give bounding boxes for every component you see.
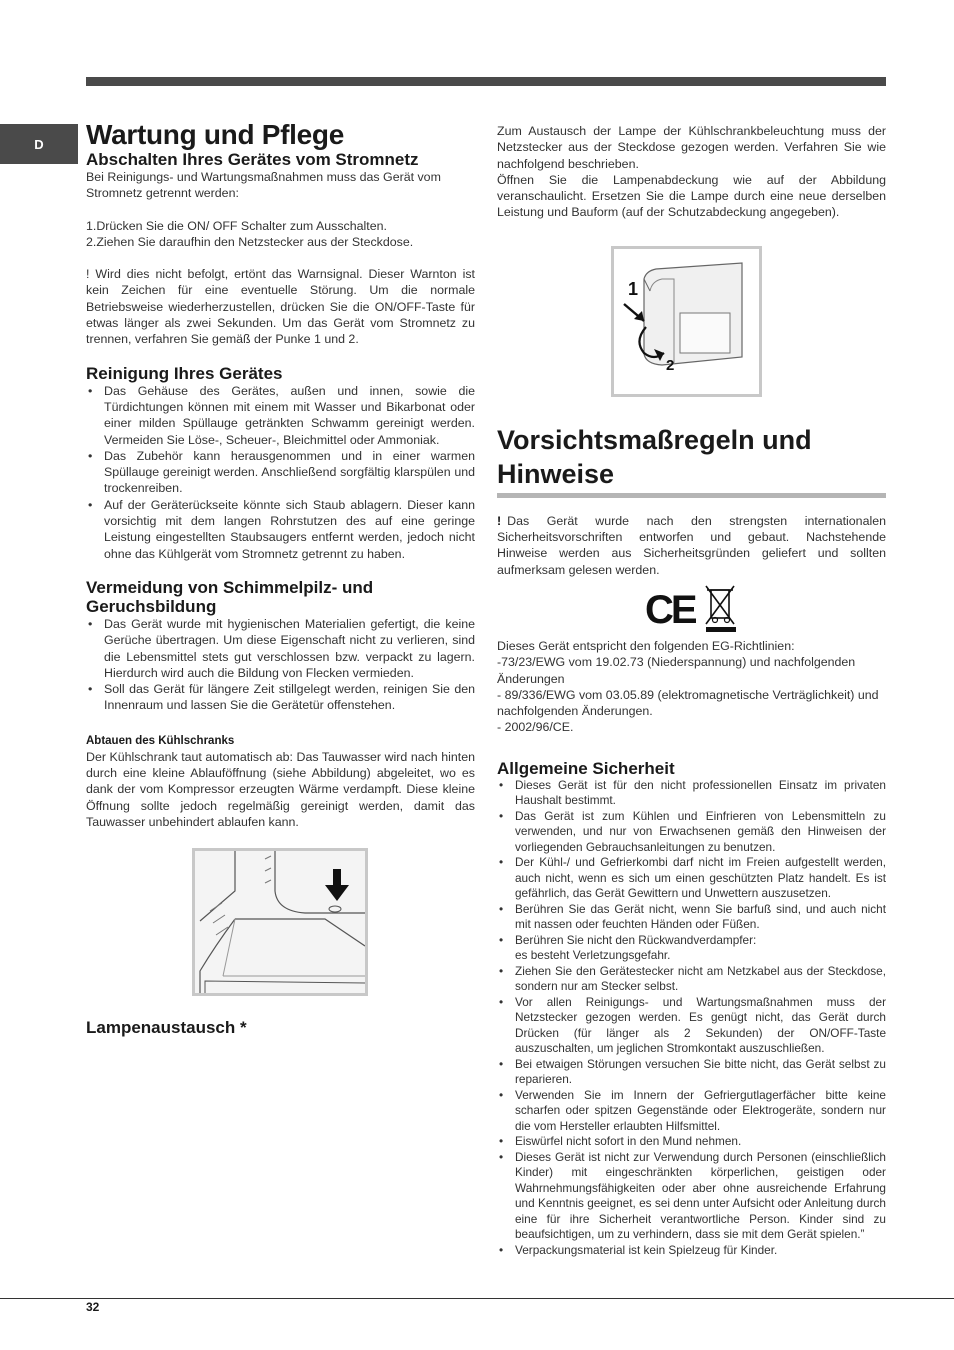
ce-weee-marks — [645, 584, 737, 632]
precautions-title — [497, 423, 886, 498]
lamp-heading: Lampenaustausch * — [86, 1018, 247, 1038]
list-item: • Das Gerät wurde mit hygienischen Materialien gefertigt, die keine Gerüche übertragen. Um diese Eigenschaft nicht zu verlieren, sind die Lebensmittel stets gut verschlossen bzw. verpackt zu lagern. Hierdurch wird auch die Bildung von Flecken vermieden. — [86, 616, 475, 681]
directive-line: -73/23/EWG vom 19.02.73 (Niederspannung) und nachfolgenden Änderungen — [497, 655, 856, 686]
disconnect-step-1: 1.Drücken Sie die ON/ OFF Schalter zum Ausschalten. — [86, 218, 387, 233]
precautions-title-line-1: Vorsichtsmaßregeln und — [497, 424, 812, 455]
figure-label-2: 2 — [666, 356, 675, 374]
defrost-illustration — [192, 848, 368, 996]
page-title: Wartung und Pflege — [86, 119, 344, 150]
list-item: • Soll das Gerät für längere Zeit stillgelegt werden, reinigen Sie den Innenraum und lassen Sie die Gerätetür offenstehen. — [86, 681, 475, 714]
page-number: 32 — [86, 1300, 100, 1314]
lamp-cover-drawing — [614, 249, 759, 394]
precautions-intro-text: Das Gerät wurde nach den strengsten internationalen Sicherheitsvorschriften entworfen und gebaut. Nachstehende Hinweise werden aus Sicherheitsgründen geliefert und sollten aufmerksam gelesen werden. — [497, 513, 886, 577]
disconnect-step-2: 2.Ziehen Sie daraufhin den Netzstecker aus der Steckdose. — [86, 234, 414, 249]
directive-line: - 2002/96/CE. — [497, 720, 574, 735]
list-item: • Das Gerät ist zum Kühlen und Einfrieren von Lebensmitteln zu verwenden, und nur von Erwachsenen gemäß den Hinweisen der vorliegenden Gebrauchsanleitungen zu benutzen. — [497, 809, 886, 856]
safety-heading: Allgemeine Sicherheit — [497, 758, 675, 778]
list-item: • Eiswürfel nicht sofort in den Mund nehmen. — [497, 1134, 886, 1150]
lamp-cover-illustration — [611, 246, 762, 397]
cleaning-heading: Reinigung Ihres Gerätes — [86, 363, 283, 383]
directive-line: - 89/336/EWG vom 03.05.89 (elektromagnetische Verträglichkeit) und nachfolgenden Änderungen. — [497, 687, 879, 719]
bottom-rule — [0, 1298, 954, 1299]
list-item: • Bei etwaigen Störungen versuchen Sie bitte nicht, das Gerät selbst zu reparieren. — [497, 1057, 886, 1088]
ce-mark: CE — [645, 587, 695, 632]
weee-bin-icon — [703, 584, 737, 632]
precautions-title-line-2: Hinweise — [497, 458, 615, 489]
list-item: • Das Gehäuse des Gerätes, außen und innen, sowie die Türdichtungen können mit einem mit Wasser und Bikarbonat oder einer milden Spüllauge getränkten Schwamm gereinigt werden. Vermeiden Sie Löse-, Scheuer-, Bleichmittel oder Ammoniak. — [86, 383, 475, 448]
language-tab: D — [0, 124, 78, 164]
figure-label-1: 1 — [628, 278, 639, 299]
mould-list — [86, 616, 475, 714]
precautions-intro — [497, 513, 886, 578]
list-item: • Vor allen Reinigungs- und Wartungsmaßnahmen muss der Netzstecker gezogen werden. Es genügt nicht, das Gerät durch Drücken (für länger als 2 Sekunden) der ON/OFF-Taste auszuschalten, um jeglichen Stromkontakt auszuschließen. — [497, 995, 886, 1057]
list-item: • Verpackungsmaterial ist kein Spielzeug für Kinder. — [497, 1243, 886, 1259]
mould-heading-line-2: Geruchsbildung — [86, 596, 217, 616]
list-item: • Auf der Geräterückseite könnte sich Staub ablagern. Dieser kann vorsichtig mit dem langen Rohrstutzen des auf eine geringe Leistung eingestellten Staubsaugers entfernt werden, jedoch nicht ohne das Kühlgerät vom Stromnetz getrennt zu haben. — [86, 497, 475, 562]
list-item: • Dieses Gerät ist für den nicht professionellen Einsatz im privaten Haushalt bestimmt. — [497, 778, 886, 809]
list-item: • Berühren Sie nicht den Rückwandverdampfer: es besteht Verletzungsgefahr. — [497, 933, 886, 964]
list-item: • Dieses Gerät ist nicht zur Verwendung durch Personen (einschließlich Kinder) mit eingeschränkten körperlichen, geistigen oder Wahrnehmungsfähigkeiten oder aber ohne ausreichende Erfahrung und Kenntnis geeignet, es sei denn unter Aufsicht oder Anleitung durch eine für ihre Sicherheit verantwortliche Person. Kinder sind zu beaufsichtigen, um zu verhindern, dass sie mit dem Gerät spielen.” — [497, 1150, 886, 1243]
drain-hole-drawing — [195, 851, 365, 993]
disconnect-warning: ! Wird dies nicht befolgt, ertönt das Warnsignal. Dieser Warnton ist kein Zeichen für eine eventuelle Störung. Um die normale Betriebsweise wiederherzustellen, drücken Sie die ON/OFF-Taste für etwas länger als zwei Sekunden. Um das Gerät vom Stromnetz zu trennen, verfahren Sie gemäß der Punke 1 und 2. — [86, 267, 475, 347]
right-column — [497, 123, 886, 1258]
list-item: • Verwenden Sie im Innern der Gefriergutlagerfächer bitte keine scharfen oder spitzen Gegenstände oder Elektrogeräte, sondern nur die vom Hersteller erlaubten Hilfsmittel. — [497, 1088, 886, 1135]
lamp-text-1: Zum Austausch der Lampe der Kühlschrankbeleuchtung muss der Netzstecker aus der Steckdose gezogen werden. Verfahren Sie wie nachfolgend beschrieben. — [497, 124, 886, 171]
list-item: • Der Kühl-/ und Gefrierkombi darf nicht im Freien aufgestellt werden, auch nicht, wenn es sich um einen geschützten Platz handelt. Es ist gefährlich, das Gerät Gewittern und Unwettern auszusetzen. — [497, 855, 886, 902]
list-item: • Das Zubehör kann herausgenommen und in einer warmen Spüllauge gereinigt werden. Anschließend sorgfältig klarspülen und trockenreiben. — [86, 448, 475, 497]
list-item: • Berühren Sie das Gerät nicht, wenn Sie barfuß sind, und auch nicht mit nassen oder feuchten Händen oder Füßen. — [497, 902, 886, 933]
safety-list — [497, 778, 886, 1259]
directive-line: Dieses Gerät entspricht den folgenden EG-Richtlinien: — [497, 638, 795, 653]
mould-heading-line-1: Vermeidung von Schimmelpilz- und — [86, 577, 374, 597]
defrost-text: Der Kühlschrank taut automatisch ab: Das Tauwasser wird nach hinten durch eine kleine Ablauföffnung (siehe Abbildung) abgeleitet, wo es dank der vom Kompressor erzeugten Wärme verdampft. Diese kleine Öffnung sollte jedoch regelmäßig gereinigt werden, damit das Tauwasser unbehindert ablaufen kann. — [86, 749, 475, 829]
lamp-text-2: Öffnen Sie die Lampenabdeckung wie auf der Abbildung veranschaulicht. Ersetzen Sie die Lampe durch eine neue derselben Leistung und Bauform (auf der Schutzabdeckung angegeben). — [497, 172, 886, 220]
list-item: • Ziehen Sie den Gerätestecker nicht am Netzkabel aus der Steckdose, sondern nur am Stecker selbst. — [497, 964, 886, 995]
warning-mark: ! — [497, 513, 502, 528]
disconnect-heading: Abschalten Ihres Gerätes vom Stromnetz — [86, 150, 419, 169]
cleaning-list — [86, 383, 475, 562]
mould-heading — [86, 578, 475, 616]
defrost-heading: Abtauen des Kühlschranks — [86, 734, 235, 747]
disconnect-intro: Bei Reinigungs- und Wartungsmaßnahmen muss das Gerät vom Stromnetz getrennt werden: — [86, 170, 441, 201]
top-rule — [86, 77, 886, 86]
left-column — [86, 120, 475, 1037]
